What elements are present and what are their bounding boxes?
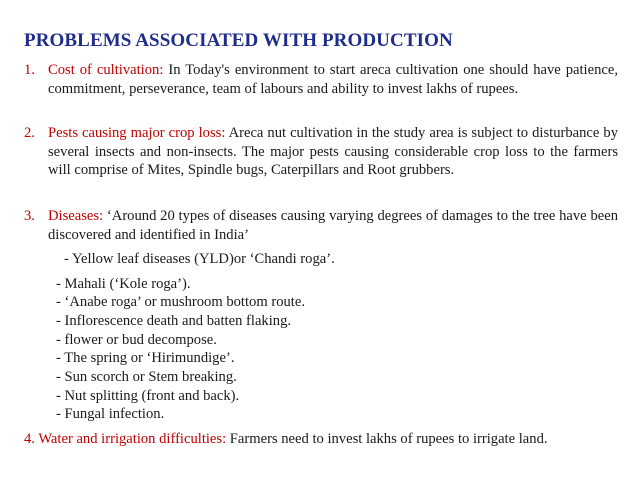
disease-item: - Mahali (‘Kole roga’).: [56, 276, 191, 292]
list-item-pests: [24, 124, 618, 180]
item-heading: Pests causing major crop loss:: [48, 125, 226, 141]
item-heading: Diseases:: [48, 208, 104, 224]
disease-item: - Fungal infection.: [56, 406, 165, 422]
disease-item: - Nut splitting (front and back).: [56, 388, 240, 404]
disease-item: - Sun scorch or Stem breaking.: [56, 369, 237, 385]
disease-item: - ‘Anabe roga’ or mushroom bottom route.: [56, 294, 305, 310]
item-heading: Cost of cultivation:: [48, 62, 164, 78]
item-body: [48, 207, 618, 244]
item-body: [48, 61, 618, 98]
item-heading: 4. Water and irrigation difficulties:: [24, 431, 227, 447]
item-number: 2.: [24, 125, 35, 141]
item-text: In Today's environment to start areca cultivation one should have patience, commitment, perseverance, team of labours and ability to invest lakhs of rupees.: [48, 62, 618, 97]
page-title: PROBLEMS ASSOCIATED WITH PRODUCTION: [24, 30, 453, 51]
disease-item: - The spring or ‘Hirimundige’.: [56, 350, 235, 366]
item-text: Farmers need to invest lakhs of rupees to irrigate land.: [226, 431, 548, 447]
list-item-water: [24, 430, 548, 449]
disease-item: - Inflorescence death and batten flaking.: [56, 313, 292, 329]
item-number: 1.: [24, 62, 35, 78]
disease-item: - Yellow leaf diseases (YLD)or ‘Chandi roga’.: [64, 251, 335, 267]
list-item-diseases: [24, 207, 618, 244]
item-text: ‘Around 20 types of diseases causing varying degrees of damages to the tree have been discovered and identified in India’: [48, 208, 618, 243]
disease-item: - flower or bud decompose.: [56, 332, 217, 348]
item-body: [48, 124, 618, 180]
list-item-cost: [24, 61, 618, 98]
item-number: 3.: [24, 208, 35, 224]
item-text: Areca nut cultivation in the study area is subject to disturbance by several insects and non-insects. The major pests causing considerable crop loss to the farmers will comprise of Mites, Spindle bugs, Caterpillars and Root grubbers.: [48, 125, 618, 179]
